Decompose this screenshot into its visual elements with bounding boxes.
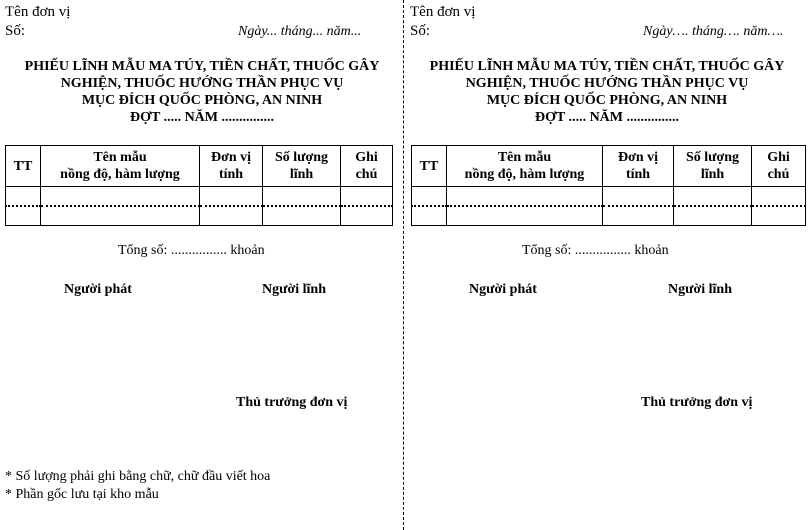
table-cell <box>674 206 752 226</box>
table-row <box>412 206 806 226</box>
unit-name-label: Tên đơn vị <box>5 4 71 20</box>
unit-head-signature-label: Thủ trưởng đơn vị <box>641 395 753 410</box>
table-header-row <box>412 146 806 187</box>
column-header-sample-name: Tên mẫu nồng độ, hàm lượng <box>447 146 603 187</box>
table-cell <box>6 187 41 207</box>
table-cell <box>263 187 341 207</box>
unit-name-label: Tên đơn vị <box>410 4 476 20</box>
table-cell <box>6 206 41 226</box>
receiver-signature-label: Người lĩnh <box>668 282 733 297</box>
table-row <box>412 187 806 207</box>
table-row <box>6 187 393 207</box>
document-number-label: Số: <box>410 23 431 39</box>
column-header-tt: TT <box>412 146 447 187</box>
column-header-quantity: Số lượng lĩnh <box>263 146 341 187</box>
table-cell <box>41 206 200 226</box>
title-line: NGHIỆN, THUỐC HƯỚNG THẦN PHỤC VỤ <box>60 76 344 91</box>
table-cell <box>412 206 447 226</box>
form-slip <box>405 0 809 530</box>
table-cell <box>752 187 806 207</box>
form-title <box>405 58 809 126</box>
table-cell <box>752 206 806 226</box>
issuer-signature-label: Người phát <box>469 282 537 297</box>
column-header-tt: TT <box>6 146 41 187</box>
date-line: Ngày…. tháng…. năm…. <box>643 24 784 39</box>
table-cell <box>41 187 200 207</box>
table-cell <box>341 206 393 226</box>
table-cell <box>447 187 603 207</box>
footnote-original: * Phần gốc lưu tại kho mẫu <box>5 487 159 502</box>
table-cell <box>447 206 603 226</box>
table-row <box>6 206 393 226</box>
column-header-note: Ghi chú <box>341 146 393 187</box>
title-line: MỤC ĐÍCH QUỐC PHÒNG, AN NINH <box>486 93 728 108</box>
total-count-line: Tổng số: ................ khoản <box>522 243 669 258</box>
title-line: ĐỢT ..... NĂM ............... <box>129 110 275 125</box>
table-cell <box>263 206 341 226</box>
title-line: PHIẾU LĨNH MẪU MA TÚY, TIỀN CHẤT, THUỐC GÂY <box>24 59 380 74</box>
footnote-quantity: * Số lượng phải ghi bằng chữ, chữ đầu viết hoa <box>5 469 271 484</box>
column-header-sample-name: Tên mẫu nồng độ, hàm lượng <box>41 146 200 187</box>
issuer-signature-label: Người phát <box>64 282 132 297</box>
column-header-unit: Đơn vị tính <box>200 146 263 187</box>
table-cell <box>674 187 752 207</box>
column-header-note: Ghi chú <box>752 146 806 187</box>
table-cell <box>603 206 674 226</box>
title-line: ĐỢT ..... NĂM ............... <box>534 110 680 125</box>
title-line: PHIẾU LĨNH MẪU MA TÚY, TIỀN CHẤT, THUỐC GÂY <box>429 59 785 74</box>
form-stub <box>0 0 404 530</box>
form-title <box>0 58 404 126</box>
table-header-row <box>6 146 393 187</box>
table-cell <box>341 187 393 207</box>
title-line: NGHIỆN, THUỐC HƯỚNG THẦN PHỤC VỤ <box>465 76 749 91</box>
column-header-unit: Đơn vị tính <box>603 146 674 187</box>
sample-table <box>411 145 806 226</box>
table-cell <box>200 187 263 207</box>
document-number-label: Số: <box>5 23 26 39</box>
unit-head-signature-label: Thủ trưởng đơn vị <box>236 395 348 410</box>
cut-line <box>403 0 404 530</box>
column-header-quantity: Số lượng lĩnh <box>674 146 752 187</box>
table-cell <box>200 206 263 226</box>
total-count-line: Tổng số: ................ khoản <box>118 243 265 258</box>
title-line: MỤC ĐÍCH QUỐC PHÒNG, AN NINH <box>81 93 323 108</box>
receiver-signature-label: Người lĩnh <box>262 282 327 297</box>
table-cell <box>412 187 447 207</box>
date-line: Ngày... tháng... năm... <box>238 24 362 39</box>
table-cell <box>603 187 674 207</box>
sample-table <box>5 145 393 226</box>
